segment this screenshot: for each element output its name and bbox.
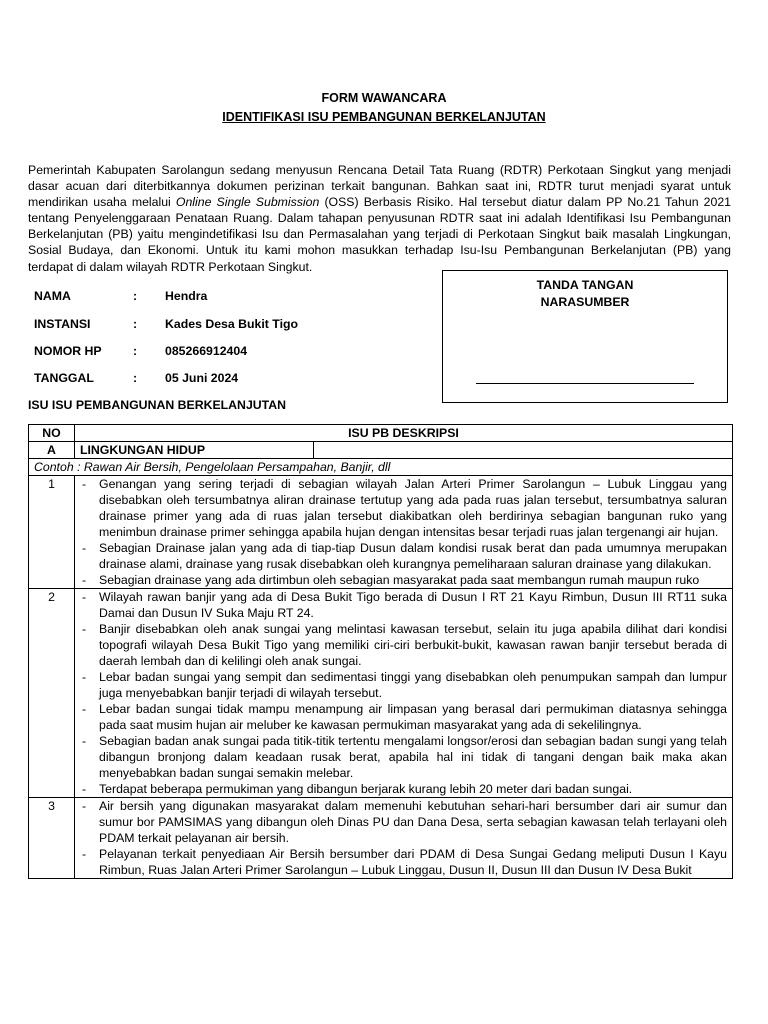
dash-bullet: -	[82, 670, 87, 684]
row-number: 1	[29, 476, 75, 589]
list-item-text: Lebar badan sungai tidak mampu menampung air limpasan yang berasal dari permukiman diatasnya sehingga pada saat musim hujan air meluber ke kawasan permukiman masyarakat yang ada di sekelilingnya.	[99, 702, 727, 732]
header-description: ISU PB DESKRIPSI	[75, 425, 733, 442]
form-title: FORM WAWANCARA	[321, 91, 447, 105]
list-item-text: Sebagian Drainase jalan yang ada di tiap-tiap Dusun dalam kondisi rusak berat dan pada umumnya merupakan drainase alami, drainase yang rusak disebabkan oleh kurangnya pemeliharaan saluran drainase yang dilakukan.	[99, 541, 727, 571]
row-description	[75, 476, 733, 589]
row-number: 2	[29, 589, 75, 798]
dash-bullet: -	[82, 477, 87, 491]
signature-title-line1: TANDA TANGAN	[536, 278, 634, 292]
list-item	[80, 701, 727, 733]
info-value: Hendra	[165, 289, 208, 303]
bullet-list	[80, 589, 727, 797]
info-colon: :	[133, 371, 138, 385]
list-item-text: Air bersih yang digunakan masyarakat dalam memenuhi kebutuhan sehari-hari bersumber dari air sumur dan sumur bor PAMSIMAS yang dibangun oleh Dinas PU dan Dana Desa, serta sebagian kawasan telah terlayani oleh PDAM terkait pelayanan air bersih.	[99, 799, 727, 845]
list-item-text: Terdapat beberapa permukiman yang dibangun berjarak kurang lebih 20 meter dari badan sungai.	[99, 782, 633, 796]
info-label: NAMA	[34, 289, 71, 303]
section-title: LINGKUNGAN HIDUP	[75, 442, 314, 459]
row-number: 3	[29, 798, 75, 879]
list-item	[80, 798, 727, 846]
dash-bullet: -	[82, 573, 87, 587]
list-item-text: Sebagian drainase yang ada dirtimbun oleh sebagian masyarakat pada saat membangun rumah maupun ruko	[99, 573, 700, 587]
example-text: Contoh : Rawan Air Bersih, Pengelolaan Persampahan, Banjir, dll	[29, 459, 733, 476]
list-item	[80, 733, 727, 781]
list-item	[80, 476, 727, 540]
list-item	[80, 846, 727, 878]
info-value: 085266912404	[165, 344, 248, 358]
info-value: 05 Juni 2024	[165, 371, 239, 385]
signature-line	[476, 383, 694, 384]
signature-title-line2: NARASUMBER	[540, 295, 630, 309]
list-item	[80, 572, 727, 588]
intro-text-part2: (OSS) Berbasis Risiko. Hal tersebut diatur dalam PP No.21 Tahun 2021 tentang Penyelenggaraan Penataan Ruang. Dalam tahapan penyusunan RDTR saat ini adalah Identifikasi Isu Pembangunan Berkelanjutan (PB) yaitu mengindetifikasi Isu dan Permasalahan yang terjadi di Perkotaan Singkut baik masalah Lingkungan, Sosial Budaya, dan Ekonomi. Untuk itu kami mohon masukkan terhadap Isu-Isu Pembangunan Berkelanjutan (PB) yang terdapat di dalam wilayah RDTR Perkotaan Singkut.	[28, 195, 732, 274]
section-empty-cell	[314, 442, 733, 459]
signature-title	[443, 277, 727, 311]
row-description	[75, 798, 733, 879]
intro-paragraph	[28, 162, 731, 275]
section-row	[29, 442, 733, 459]
info-label: TANGGAL	[34, 371, 94, 385]
list-item	[80, 540, 727, 572]
dash-bullet: -	[82, 622, 87, 636]
table-row	[29, 798, 733, 879]
header-no: NO	[29, 425, 75, 442]
list-item-text: Sebagian badan anak sungai pada titik-titik tertentu mengalami longsor/erosi dan sebagian badan sungi yang telah dibangun bronjong dalam keadaan rusak berat, apabila hal ini tidak di tangani dengan baik maka akan menyebabkan badan sungai semakin melebar.	[99, 734, 727, 780]
dash-bullet: -	[82, 782, 87, 796]
info-label: NOMOR HP	[34, 344, 102, 358]
dash-bullet: -	[82, 799, 87, 813]
list-item-text: Pelayanan terkait penyediaan Air Bersih bersumber dari PDAM di Desa Sungai Gedang meliputi Dusun I Kayu Rimbun, Ruas Jalan Arteri Primer Sarolangun – Lubuk Linggau, Dusun II, Dusun III dan Dusun IV Desa Bukit	[99, 847, 727, 877]
dash-bullet: -	[82, 734, 87, 748]
list-item-text: Lebar badan sungai yang sempit dan sedimentasi tinggi yang disebabkan oleh penumpukan sampah dan lumpur juga menyebabkan banjir terjadi di wilayah tersebut.	[99, 670, 727, 700]
list-item	[80, 669, 727, 701]
example-row	[29, 459, 733, 476]
info-colon: :	[133, 317, 138, 331]
list-item	[80, 621, 727, 669]
table-row	[29, 476, 733, 589]
dash-bullet: -	[82, 541, 87, 555]
list-item-text: Genangan yang sering terjadi di sebagian wilayah Jalan Arteri Primer Sarolangun – Lubuk Linggau yang disebabkan oleh tersumbatnya aliran drainase tertutup yang ada pada ruas jalan tersebut, tersumbatnya saluran drainase primer yang ada di ruas jalan tersebut diakibatkan oleh berdirinya sebagian bangunan ruko yang menimbun drainase primer sehingga apabila hujan dengan intensitas besar terjadi ruas jalan tergenangi air hujan.	[99, 477, 727, 539]
list-item-text: Banjir disebabkan oleh anak sungai yang melintasi kawasan tersebut, selain itu juga apabila dilihat dari kondisi topografi wilayah Desa Bukit Tigo yang memiliki ciri-ciri berbukit-bukit, kawasan rawan banjir tersebut berada di daerah lembah dan di kelilingi oleh anak sungai.	[99, 622, 727, 668]
table-header-row	[29, 425, 733, 442]
list-item	[80, 589, 727, 621]
info-colon: :	[133, 344, 138, 358]
info-colon: :	[133, 289, 138, 303]
info-value: Kades Desa Bukit Tigo	[165, 317, 299, 331]
signature-box	[442, 270, 728, 403]
dash-bullet: -	[82, 702, 87, 716]
dash-bullet: -	[82, 847, 87, 861]
form-subtitle: IDENTIFIKASI ISU PEMBANGUNAN BERKELANJUTAN	[222, 110, 546, 124]
info-label: INSTANSI	[34, 317, 91, 331]
list-item	[80, 781, 727, 797]
issues-table	[28, 424, 733, 879]
section-letter: A	[29, 442, 75, 459]
row-description	[75, 589, 733, 798]
intro-text-italic: Online Single Submission	[175, 195, 320, 210]
bullet-list	[80, 476, 727, 588]
table-row	[29, 589, 733, 798]
dash-bullet: -	[82, 590, 87, 604]
list-item-text: Wilayah rawan banjir yang ada di Desa Bukit Tigo berada di Dusun I RT 21 Kayu Rimbun, Dusun III RT11 suka Damai dan Dusun IV Suka Maju RT 24.	[99, 590, 727, 620]
bullet-list	[80, 798, 727, 878]
issues-heading: ISU ISU PEMBANGUNAN BERKELANJUTAN	[28, 398, 287, 412]
intro-text-part1: Pemerintah Kabupaten Sarolangun sedang menyusun Rencana Detail Tata Ruang (RDTR) Perkotaan Singkut yang menjadi dasar acuan dari diterbitkannya dokumen perizinan terkait bangunan. Bahkan saat ini, RDTR turut menjadi syarat untuk mendirikan usaha melalui	[28, 163, 731, 210]
